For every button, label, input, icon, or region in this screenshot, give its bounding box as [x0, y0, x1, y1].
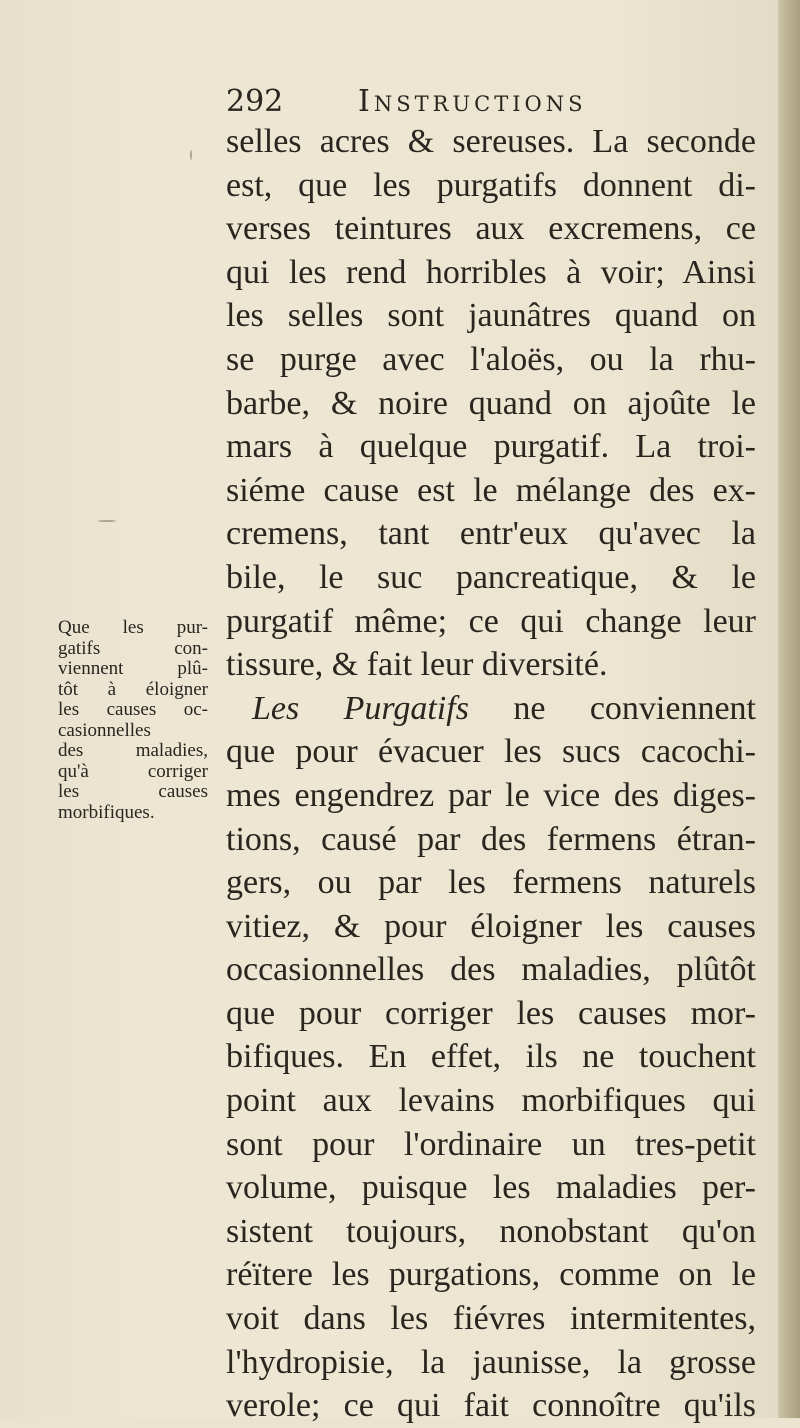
text-line: selles acres & sereuses. La seconde	[226, 123, 756, 160]
text-line: mes engendrez par le vice des diges-	[226, 776, 756, 814]
margin-note-line: des maladies,	[58, 740, 208, 761]
text-line: voit dans les fiévres intermitentes,	[226, 1300, 756, 1338]
text-line: point aux levains morbifiques qui	[226, 1082, 756, 1120]
page-number: 292	[226, 84, 284, 119]
line-text: ne conviennent	[513, 689, 756, 727]
text-line: verses teintures aux excremens, ce	[226, 210, 756, 248]
text-line: mars à quelque purgatif. La troi-	[226, 428, 756, 466]
text-line: se purge avec l'aloës, ou la rhu-	[226, 340, 756, 378]
running-title: Instructions	[358, 84, 587, 119]
text-line: occasionnelles des maladies, plûtôt	[226, 951, 756, 989]
margin-note-line: les causes	[58, 781, 208, 802]
text-line: bifiques. En effet, ils ne touchent	[226, 1038, 756, 1076]
text-line: verole; ce qui fait connoître qu'ils	[226, 1387, 756, 1425]
text-line: sont pour l'ordinaire un tres-petit	[226, 1125, 756, 1163]
margin-note-line: tôt à éloigner	[58, 678, 208, 700]
page-edge	[778, 0, 800, 1418]
margin-note-line: casionnelles	[58, 719, 151, 741]
text-line: réïtere les purgations, comme on le	[226, 1256, 756, 1294]
text-line: bile, le suc pancreatique, & le	[226, 558, 756, 596]
text-line: que pour corriger les causes mor-	[226, 994, 756, 1032]
text-line: tions, causé par des fermens étran-	[226, 820, 756, 858]
text-line: vitiez, & pour éloigner les causes	[226, 907, 756, 945]
text-line: cremens, tant entr'eux qu'avec la	[226, 515, 756, 553]
text-line: siéme cause est le mélange des ex-	[226, 471, 756, 509]
text-line: volume, puisque les maladies per-	[226, 1169, 756, 1207]
text-line: les selles sont jaunâtres quand on	[226, 297, 756, 335]
text-line: purgatif même; ce qui change leur	[226, 602, 756, 640]
margin-note-line: morbifiques.	[58, 801, 155, 823]
text-line: l'hydropisie, la jaunisse, la grosse	[226, 1343, 756, 1381]
text-line: qui les rend horribles à voir; Ainsi	[226, 253, 756, 291]
margin-note-line: Que les pur-	[58, 617, 208, 638]
margin-note	[58, 618, 208, 823]
paragraph-start-line	[226, 687, 756, 731]
margin-note-line: qu'à corriger	[58, 760, 208, 782]
text-line: gers, ou par les fermens naturels	[226, 864, 756, 902]
text-line: tissure, & fait leur diversité.	[226, 646, 608, 684]
text-line: que pour évacuer les sucs cacochi-	[226, 733, 756, 771]
margin-note-line: les causes oc-	[58, 699, 208, 720]
text-line: barbe, & noire quand on ajoûte le	[226, 384, 756, 422]
paper-speck	[190, 150, 192, 160]
italic-heading: Les Purgatifs	[252, 689, 469, 727]
page-header	[226, 82, 656, 122]
text-line: est, que les purgatifs donnent di-	[226, 166, 756, 204]
margin-note-line: viennent plû-	[58, 658, 208, 679]
text-line: sistent toujours, nonobstant qu'on	[226, 1212, 756, 1250]
margin-note-line: gatifs con-	[58, 637, 208, 659]
body-text	[226, 120, 756, 1428]
paper-speck	[98, 520, 116, 522]
